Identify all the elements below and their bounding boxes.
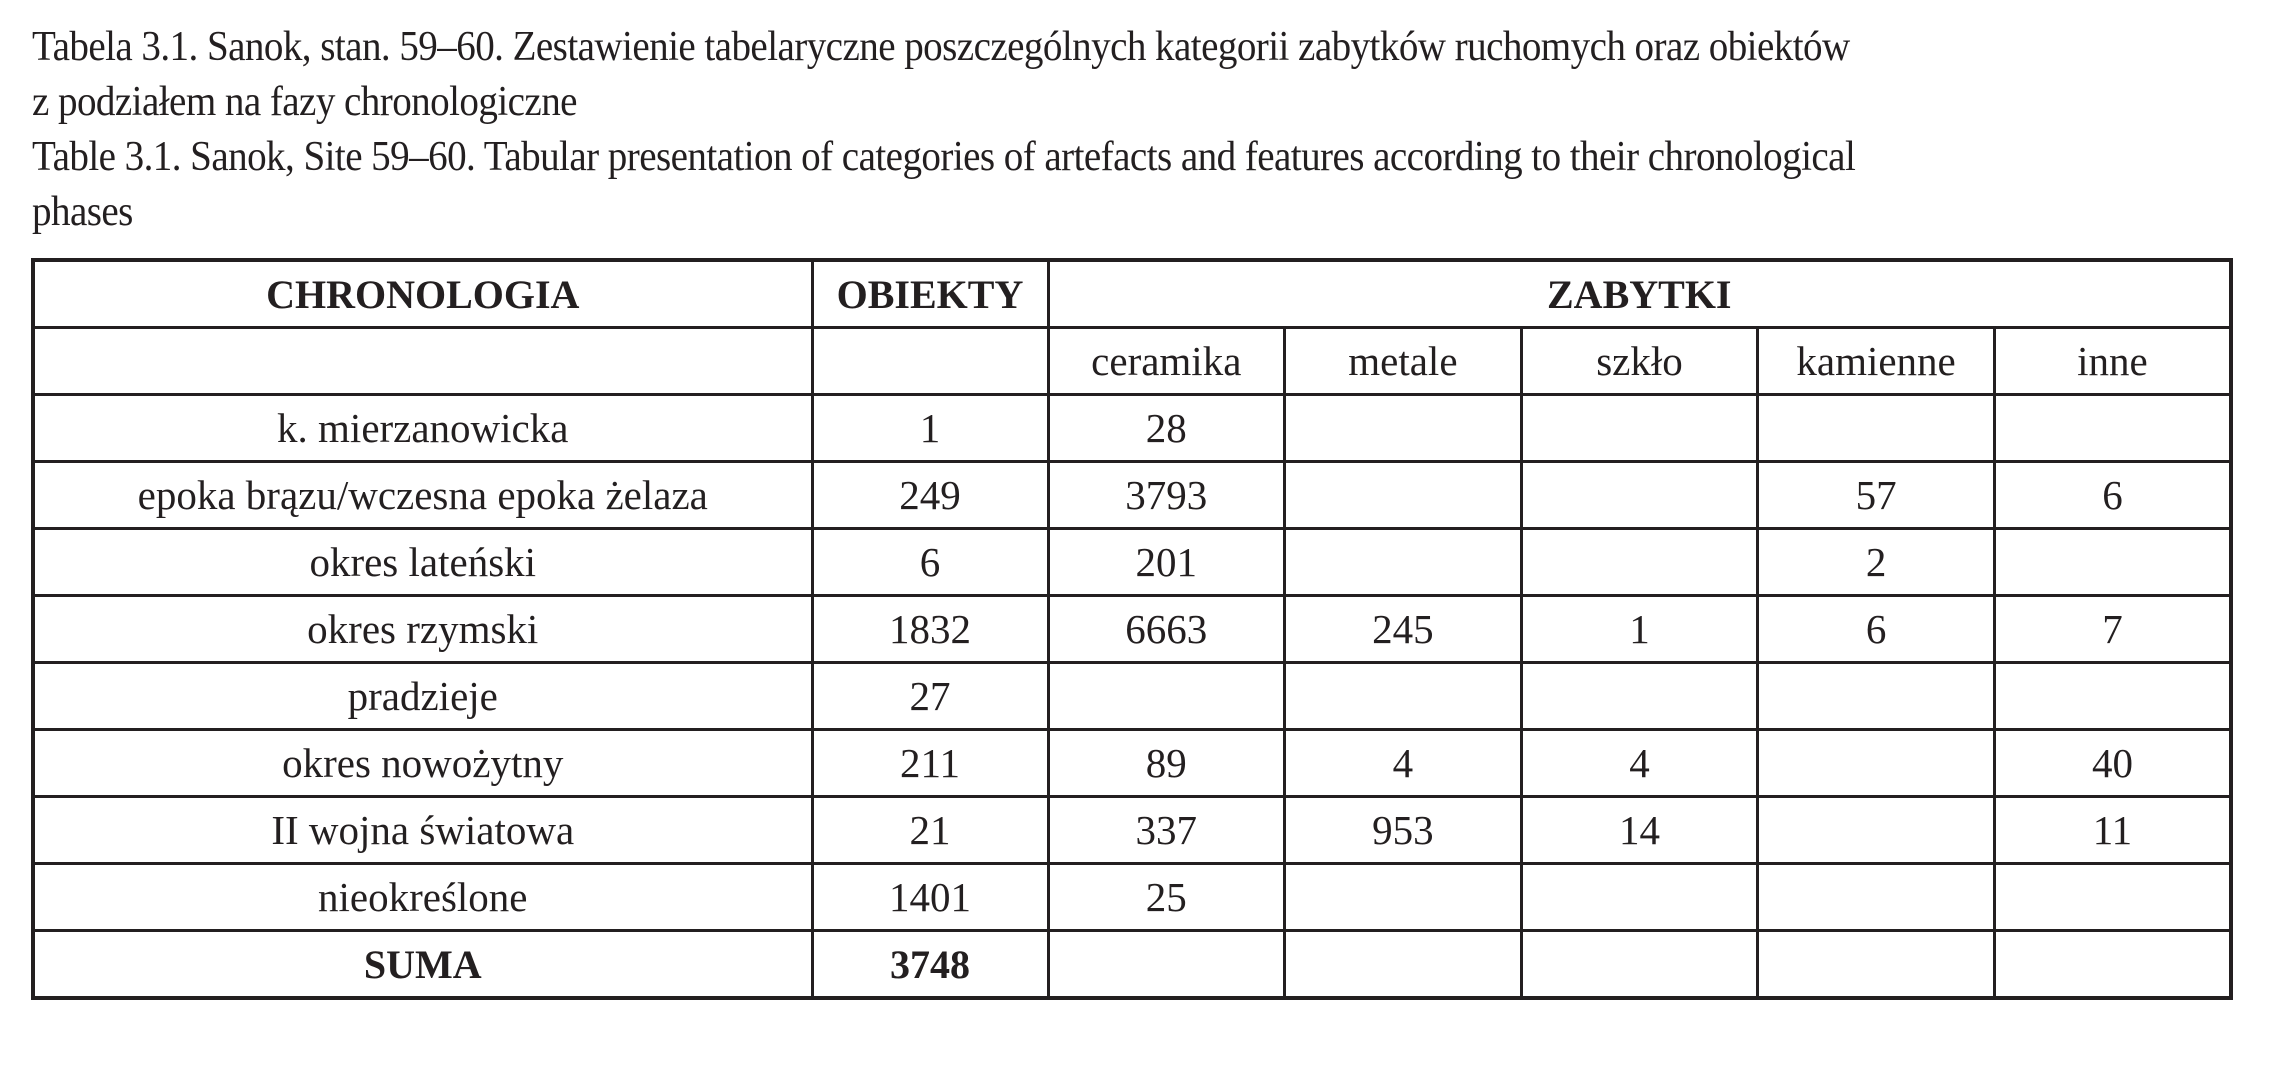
cell-obiekty: 21 bbox=[812, 797, 1048, 864]
subheader-row bbox=[33, 328, 2231, 395]
subheader-inne: inne bbox=[1994, 328, 2231, 395]
cell-inne: 7 bbox=[1994, 596, 2231, 663]
cell-szklo bbox=[1521, 462, 1758, 529]
total-ceramika bbox=[1048, 931, 1285, 999]
subheader-metale: metale bbox=[1285, 328, 1522, 395]
subheader-kamienne: kamienne bbox=[1758, 328, 1995, 395]
table-caption bbox=[32, 20, 2255, 240]
cell-szklo: 1 bbox=[1521, 596, 1758, 663]
cell-metale: 4 bbox=[1285, 730, 1522, 797]
header-zabytki: ZABYTKI bbox=[1048, 260, 2231, 328]
cell-ceramika: 6663 bbox=[1048, 596, 1285, 663]
total-szklo bbox=[1521, 931, 1758, 999]
cell-chronologia: okres lateński bbox=[33, 529, 812, 596]
cell-metale bbox=[1285, 663, 1522, 730]
caption-polish-line-2: z podziałem na fazy chronologiczne bbox=[32, 79, 577, 125]
cell-szklo: 4 bbox=[1521, 730, 1758, 797]
total-label: SUMA bbox=[33, 931, 812, 999]
chronology-table bbox=[31, 258, 2233, 1000]
total-metale bbox=[1285, 931, 1522, 999]
cell-obiekty: 1401 bbox=[812, 864, 1048, 931]
cell-ceramika: 3793 bbox=[1048, 462, 1285, 529]
cell-inne bbox=[1994, 663, 2231, 730]
header-chronologia: CHRONOLOGIA bbox=[33, 260, 812, 328]
cell-chronologia: k. mierzanowicka bbox=[33, 395, 812, 462]
subheader-szklo: szkło bbox=[1521, 328, 1758, 395]
table-row bbox=[33, 462, 2231, 529]
cell-kamienne: 57 bbox=[1758, 462, 1995, 529]
cell-ceramika: 89 bbox=[1048, 730, 1285, 797]
caption-english-line-1: Table 3.1. Sanok, Site 59–60. Tabular presentation of categories of artefacts and features according to their chronological bbox=[32, 134, 1856, 180]
cell-ceramika bbox=[1048, 663, 1285, 730]
cell-chronologia: epoka brązu/wczesna epoka żelaza bbox=[33, 462, 812, 529]
cell-metale bbox=[1285, 462, 1522, 529]
cell-szklo bbox=[1521, 529, 1758, 596]
cell-szklo bbox=[1521, 395, 1758, 462]
cell-kamienne bbox=[1758, 797, 1995, 864]
cell-metale bbox=[1285, 864, 1522, 931]
cell-inne bbox=[1994, 864, 2231, 931]
table-row bbox=[33, 864, 2231, 931]
table-row bbox=[33, 663, 2231, 730]
table-row bbox=[33, 730, 2231, 797]
cell-obiekty: 1 bbox=[812, 395, 1048, 462]
subheader-empty-obiekty bbox=[812, 328, 1048, 395]
total-obiekty: 3748 bbox=[812, 931, 1048, 999]
cell-kamienne bbox=[1758, 395, 1995, 462]
subheader-ceramika: ceramika bbox=[1048, 328, 1285, 395]
cell-inne: 40 bbox=[1994, 730, 2231, 797]
cell-szklo bbox=[1521, 864, 1758, 931]
cell-kamienne: 2 bbox=[1758, 529, 1995, 596]
header-obiekty: OBIEKTY bbox=[812, 260, 1048, 328]
cell-metale bbox=[1285, 395, 1522, 462]
cell-obiekty: 249 bbox=[812, 462, 1048, 529]
cell-obiekty: 6 bbox=[812, 529, 1048, 596]
cell-kamienne: 6 bbox=[1758, 596, 1995, 663]
cell-inne bbox=[1994, 395, 2231, 462]
header-row bbox=[33, 260, 2231, 328]
caption-polish-line-1: Tabela 3.1. Sanok, stan. 59–60. Zestawienie tabelaryczne poszczególnych kategorii zabytków ruchomych oraz obiektów bbox=[32, 24, 1850, 70]
cell-chronologia: okres rzymski bbox=[33, 596, 812, 663]
cell-chronologia: pradzieje bbox=[33, 663, 812, 730]
subheader-empty-chronologia bbox=[33, 328, 812, 395]
total-kamienne bbox=[1758, 931, 1995, 999]
table-row bbox=[33, 596, 2231, 663]
table-row bbox=[33, 395, 2231, 462]
total-row bbox=[33, 931, 2231, 999]
cell-inne: 11 bbox=[1994, 797, 2231, 864]
table-row bbox=[33, 529, 2231, 596]
cell-chronologia: II wojna światowa bbox=[33, 797, 812, 864]
cell-kamienne bbox=[1758, 663, 1995, 730]
total-inne bbox=[1994, 931, 2231, 999]
table-row bbox=[33, 797, 2231, 864]
cell-metale: 245 bbox=[1285, 596, 1522, 663]
cell-szklo bbox=[1521, 663, 1758, 730]
cell-ceramika: 25 bbox=[1048, 864, 1285, 931]
cell-kamienne bbox=[1758, 864, 1995, 931]
cell-obiekty: 27 bbox=[812, 663, 1048, 730]
cell-inne bbox=[1994, 529, 2231, 596]
cell-inne: 6 bbox=[1994, 462, 2231, 529]
cell-metale bbox=[1285, 529, 1522, 596]
cell-chronologia: nieokreślone bbox=[33, 864, 812, 931]
cell-ceramika: 28 bbox=[1048, 395, 1285, 462]
cell-kamienne bbox=[1758, 730, 1995, 797]
cell-metale: 953 bbox=[1285, 797, 1522, 864]
cell-chronologia: okres nowożytny bbox=[33, 730, 812, 797]
cell-obiekty: 1832 bbox=[812, 596, 1048, 663]
cell-szklo: 14 bbox=[1521, 797, 1758, 864]
cell-ceramika: 337 bbox=[1048, 797, 1285, 864]
cell-ceramika: 201 bbox=[1048, 529, 1285, 596]
caption-english-line-2: phases bbox=[32, 189, 133, 235]
cell-obiekty: 211 bbox=[812, 730, 1048, 797]
